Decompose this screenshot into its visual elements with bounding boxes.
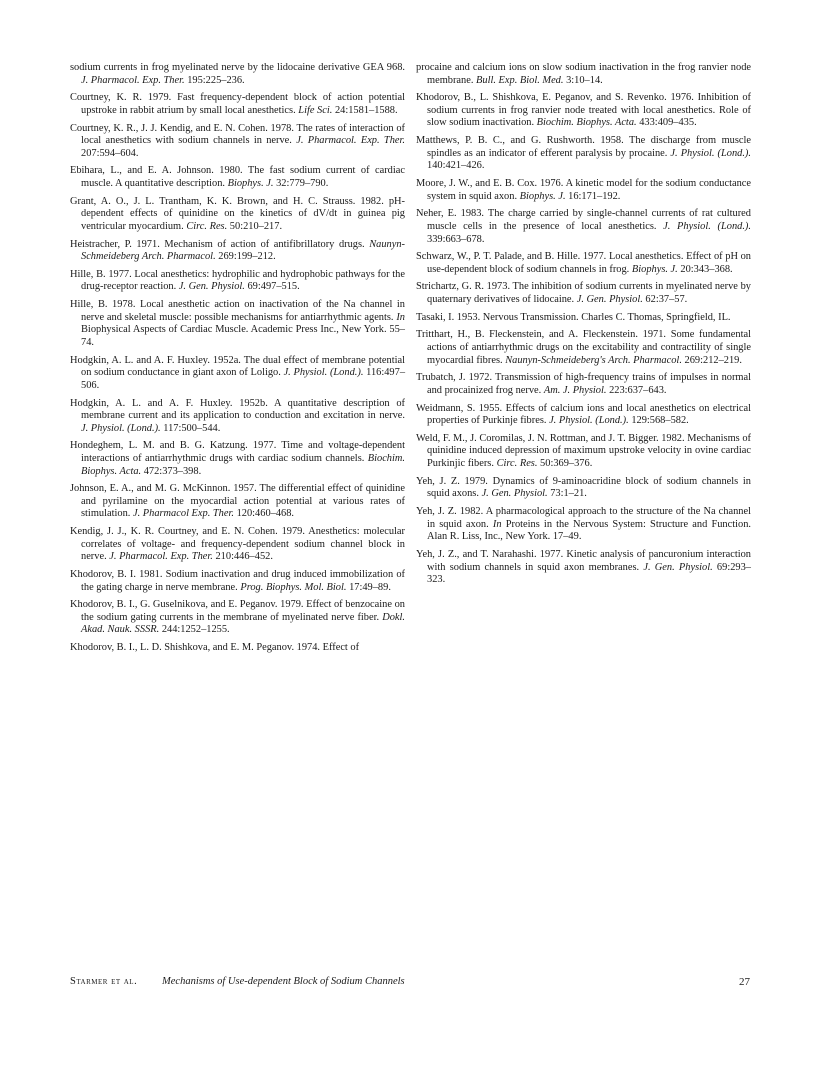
reference-entry xyxy=(416,403,751,428)
reference-entry xyxy=(70,526,405,564)
reference-entry xyxy=(416,178,751,203)
reference-volume-pages: 3:10–14. xyxy=(563,74,603,86)
reference-text: Ebihara, L., and E. A. Johnson. 1980. The fast sodium current of cardiac muscle. A quantitative description. xyxy=(70,165,405,190)
reference-entry xyxy=(70,239,405,264)
reference-text: Tasaki, I. 1953. Nervous Transmission. Charles C. Thomas, Springfield, IL. xyxy=(416,311,731,323)
reference-volume-pages: 62:37–57. xyxy=(642,294,688,306)
reference-journal: J. Pharmacol. Exp. Ther. xyxy=(109,551,213,563)
reference-volume-pages: 207:594–604. xyxy=(81,147,139,159)
reference-entry xyxy=(70,92,405,117)
reference-journal: J. Physiol. (Lond.). xyxy=(283,367,364,379)
reference-journal: J. Physiol. (Lond.). xyxy=(81,422,161,434)
reference-text: Matthews, P. B. C., and G. Rushworth. 1958. The discharge from muscle spindles as an indicator of efferent paralysis by procaine. xyxy=(416,135,751,159)
reference-journal: Dokl. Akad. Nauk. SSSR. xyxy=(81,611,405,636)
reference-volume-pages: 24:1581–1588. xyxy=(332,104,398,116)
reference-volume-pages: 120:460–468. xyxy=(233,508,295,520)
reference-volume-pages: 50:210–217. xyxy=(227,220,283,232)
reference-journal: Biophys. J. xyxy=(631,263,678,275)
reference-text: Tritthart, H., B. Fleckenstein, and A. Fleckenstein. 1971. Some fundamental actions of antiarrhythmic drugs on the excitability and contractility of single myocardial fibres. xyxy=(416,329,751,366)
reference-entry xyxy=(416,208,751,246)
reference-volume-pages: 472:373–398. xyxy=(141,465,202,477)
reference-volume-pages: 223:637–643. xyxy=(606,384,667,396)
reference-volume-pages: Biophysical Aspects of Cardiac Muscle. Academic Press Inc., New York. 55–74. xyxy=(81,324,405,348)
reference-text: Trubatch, J. 1972. Transmission of high-frequency trains of impulses in normal and procainized frog nerve. xyxy=(416,372,751,396)
reference-text: Hille, B. 1977. Local anesthetics: hydrophilic and hydrophobic pathways for the drug-receptor reaction. xyxy=(70,268,405,293)
reference-text: Yeh, J. Z. 1979. Dynamics of 9-aminoacridine block of sodium channels in squid axons. xyxy=(416,475,751,500)
reference-journal: J. Physiol. (Lond.). xyxy=(549,415,629,427)
reference-text: Neher, E. 1983. The charge carried by single-channel currents of rat cultured muscle cells in the presence of local anesthetics. xyxy=(416,208,751,232)
reference-entry xyxy=(416,251,751,276)
references-left-column xyxy=(70,62,405,660)
reference-entry xyxy=(70,440,405,478)
reference-entry xyxy=(416,92,751,130)
reference-volume-pages: 50:369–376. xyxy=(537,458,593,470)
reference-volume-pages: 210:446–452. xyxy=(212,551,273,563)
reference-text: Kendig, J. J., K. R. Courtney, and E. N. Cohen. 1979. Anesthetics: molecular correlates of voltage- and frequency-dependent sodium channel block in nerve. xyxy=(70,526,405,563)
reference-journal: Biochim. Biophys. Acta. xyxy=(536,117,637,129)
reference-journal: J. Pharmacol. Exp. Ther. xyxy=(81,74,185,86)
page-number: 27 xyxy=(739,976,750,988)
reference-text: Hodgkin, A. L. and A. F. Huxley. 1952b. A quantitative description of membrane current and its application to conduction and excitation in nerve. xyxy=(70,397,405,422)
reference-journal: Prog. Biophys. Mol. Biol. xyxy=(240,581,347,593)
reference-entry xyxy=(416,549,751,587)
reference-text: Khodorov, B., L. Shishkova, E. Peganov, and S. Revenko. 1976. Inhibition of sodium currents in frog ranvier node treated with local anesthetics. Role of slow sodium inactivation. xyxy=(416,92,751,129)
reference-entry xyxy=(416,506,751,544)
reference-journal: Biophys. J. xyxy=(519,190,566,202)
reference-entry xyxy=(70,123,405,161)
reference-journal: Biochim. Biophys. Acta. xyxy=(81,452,405,477)
reference-entry xyxy=(416,329,751,367)
reference-volume-pages: 195:225–236. xyxy=(184,74,245,86)
reference-entry xyxy=(416,433,751,471)
reference-entry xyxy=(70,299,405,349)
reference-entry xyxy=(70,599,405,637)
reference-entry xyxy=(416,135,751,173)
reference-journal: In xyxy=(492,518,502,530)
reference-entry xyxy=(70,62,405,87)
reference-text: Yeh, J. Z. 1982. A pharmacological approach to the structure of the Na channel in squid axon. xyxy=(416,506,751,530)
reference-volume-pages: 140:421–426. xyxy=(427,160,485,172)
reference-journal: J. Physiol. (Lond.). xyxy=(663,220,751,232)
reference-journal: Biophys. J. xyxy=(227,178,274,190)
reference-text: Hodgkin, A. L. and A. F. Huxley. 1952a. The dual effect of membrane potential on sodium conductance in giant axon of Loligo. xyxy=(70,354,405,379)
reference-journal: J. Gen. Physiol. xyxy=(481,488,548,500)
reference-volume-pages: 73:1–21. xyxy=(547,488,587,500)
reference-volume-pages: 17:49–89. xyxy=(346,581,391,593)
reference-text: Schwarz, W., P. T. Palade, and B. Hille. 1977. Local anesthetics. Effect of pH on use-dependent block of sodium channels in frog. xyxy=(416,251,751,275)
reference-text: Yeh, J. Z., and T. Narahashi. 1977. Kinetic analysis of pancuronium interaction with sodium channels in squid axon membranes. xyxy=(416,548,751,573)
reference-volume-pages: 20:343–368. xyxy=(677,263,733,275)
reference-journal: In xyxy=(396,311,405,323)
reference-volume-pages: 16:171–192. xyxy=(565,190,621,202)
reference-entry xyxy=(70,165,405,190)
reference-volume-pages: 69:497–515. xyxy=(244,281,300,293)
reference-volume-pages: 433:409–435. xyxy=(636,117,697,129)
reference-journal: Circ. Res. xyxy=(496,458,538,470)
reference-text: Weld, F. M., J. Coromilas, J. N. Rottman, and J. T. Bigger. 1982. Mechanisms of quinidine induced depression of maximum upstroke velocity in ovine cardiac Purkinjic fibers. xyxy=(416,432,751,470)
reference-journal: J. Physiol. (Lond.). xyxy=(670,147,751,159)
reference-journal: J. Gen. Physiol. xyxy=(643,561,713,573)
reference-volume-pages: 129:568–582. xyxy=(628,415,689,427)
reference-volume-pages: 269:199–212. xyxy=(215,251,276,263)
reference-journal: Naunyn-Schmeideberg Arch. Pharmacol. xyxy=(81,238,405,263)
reference-journal: Circ. Res. xyxy=(186,220,228,232)
reference-entry xyxy=(70,569,405,594)
reference-journal: J. Gen. Physiol. xyxy=(576,294,643,306)
footer-authors: Starmer et al. xyxy=(70,976,138,987)
reference-volume-pages: 116:497–506. xyxy=(81,367,406,391)
reference-volume-pages: 32:779–790. xyxy=(273,178,329,190)
reference-volume-pages: Proteins in the Nervous System: Structure and Function. Alan R. Liss, Inc., New York. 17–49. xyxy=(427,518,751,543)
reference-text: Khodorov, B. I. 1981. Sodium inactivation and drug induced immobilization of the gating charge in nerve membrane. xyxy=(70,569,405,593)
page-footer xyxy=(70,976,750,996)
reference-text: Hille, B. 1978. Local anesthetic action on inactivation of the Na channel in nerve and skeletal muscle: possible mechanisms for antiarrhythmic agents. xyxy=(70,299,405,323)
reference-entry xyxy=(70,642,405,655)
reference-text: sodium currents in frog myelinated nerve by the lidocaine derivative GEA 968. xyxy=(70,62,405,73)
reference-entry xyxy=(416,281,751,306)
reference-text: Weidmann, S. 1955. Effects of calcium ions and local anesthetics on electrical properties of Purkinje fibres. xyxy=(416,402,751,427)
reference-journal: J. Pharmacol Exp. Ther. xyxy=(132,508,234,520)
reference-text: Hondeghem, L. M. and B. G. Katzung. 1977. Time and voltage-dependent interactions of antiarrhythmic drugs with cardiac sodium channels. xyxy=(70,440,405,464)
reference-text: Courtney, K. R., J. J. Kendig, and E. N. Cohen. 1978. The rates of interaction of local anesthetics with sodium channels in nerve. xyxy=(70,122,405,147)
reference-journal: Bull. Exp. Biol. Med. xyxy=(476,74,564,86)
references-right-column xyxy=(416,62,751,592)
reference-entry xyxy=(416,62,751,87)
reference-volume-pages: 117:500–544. xyxy=(160,422,221,434)
reference-entry xyxy=(416,312,751,325)
reference-text: Johnson, E. A., and M. G. McKinnon. 1957. The differential effect of quinidine and pyrilamine on the myocardial action potential at various rates of stimulation. xyxy=(70,483,405,520)
reference-volume-pages: 269:212–219. xyxy=(681,354,742,366)
reference-entry xyxy=(70,196,405,234)
reference-entry xyxy=(70,269,405,294)
reference-entry xyxy=(70,483,405,521)
reference-text: Khodorov, B. I., L. D. Shishkova, and E. M. Peganov. 1974. Effect of xyxy=(70,642,360,654)
reference-journal: J. Gen. Physiol. xyxy=(178,281,245,293)
reference-text: Heistracher, P. 1971. Mechanism of action of antifibrillatory drugs. xyxy=(70,238,370,250)
reference-text: Grant, A. O., J. L. Trantham, K. K. Brown, and H. C. Strauss. 1982. pH-dependent effects of quinidine on the kinetics of dV/dt in guinea pig ventricular myocardium. xyxy=(70,195,405,232)
reference-journal: Life Sci. xyxy=(298,104,333,116)
reference-entry xyxy=(70,355,405,393)
reference-volume-pages: 69:293–323. xyxy=(427,561,751,586)
reference-text: Khodorov, B. I., G. Guselnikova, and E. Peganov. 1979. Effect of benzocaine on the sodium gating currents in the membrane of myelinated nerve fiber. xyxy=(70,599,405,623)
reference-journal: J. Pharmacol. Exp. Ther. xyxy=(296,135,405,147)
reference-entry xyxy=(416,372,751,397)
reference-journal: Naunyn-Schmeideberg's Arch. Pharmacol. xyxy=(505,354,682,366)
reference-entry xyxy=(70,398,405,436)
reference-text: Moore, J. W., and E. B. Cox. 1976. A kinetic model for the sodium conductance system in squid axon. xyxy=(416,178,751,202)
reference-volume-pages: 244:1252–1255. xyxy=(159,624,230,636)
reference-text: Strichartz, G. R. 1973. The inhibition of sodium currents in myelinated nerve by quaternary derivatives of lidocaine. xyxy=(416,281,751,306)
reference-entry xyxy=(416,476,751,501)
reference-text: Courtney, K. R. 1979. Fast frequency-dependent block of action potential upstroke in rabbit atrium by small local anesthetics. xyxy=(70,92,405,116)
reference-volume-pages: 339:663–678. xyxy=(427,233,485,245)
reference-text: procaine and calcium ions on slow sodium inactivation in the frog ranvier node membrane. xyxy=(416,62,751,86)
footer-article-title: Mechanisms of Use-dependent Block of Sodium Channels xyxy=(162,976,405,987)
reference-journal: Am. J. Physiol. xyxy=(543,384,607,396)
